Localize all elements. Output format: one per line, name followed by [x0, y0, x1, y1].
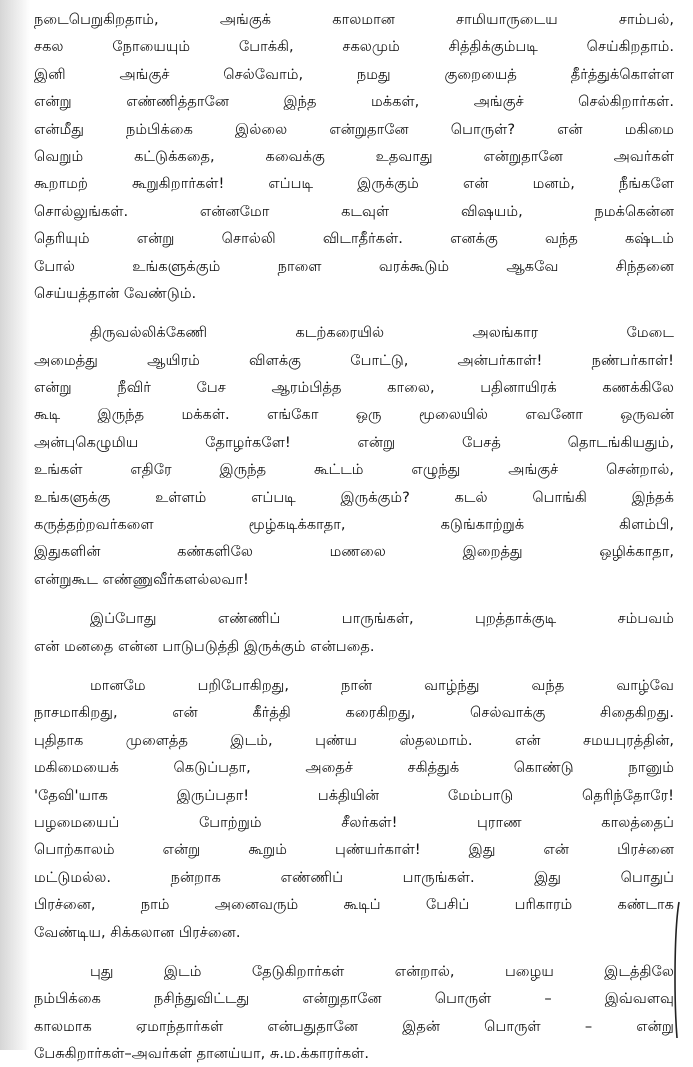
text-line: என்று நீவிர் பேச ஆரம்பித்த காலை, பதினாயிரக் கணக்கிலே	[34, 379, 674, 397]
paragraph	[34, 958, 674, 1067]
text-line: சொல்லுங்கள். என்னமோ கடவுள் விஷயம், நமக்கென்ன	[34, 202, 674, 220]
text-line: கருத்தற்றவர்களை மூழ்கடிக்காதா, கடுங்காற்றுக் கிளம்பி,	[34, 516, 674, 534]
text-line: கூடி இருந்த மக்கள். எங்கோ ஒரு மூலையில் எவனோ ஒருவன்	[34, 406, 674, 424]
text-line: வெறும் கட்டுக்கதை, கவைக்கு உதவாது என்றுதானே அவர்கள்	[34, 147, 674, 165]
paragraph	[34, 672, 674, 946]
text-line: மானமே பறிபோகிறது, நான் வாழ்ந்து வந்த வாழ்வே	[90, 676, 674, 694]
text-line: மகிமையைக் கெடுப்பதா, அதைச் சகித்துக் கொண்டு நானும்	[34, 759, 674, 777]
text-line: அன்புகெழுமிய தோழர்களே! என்று பேசத் தொடங்கியதும்,	[34, 433, 674, 451]
text-line: பொற்காலம் என்று கூறும் புண்யர்காள்! இது என் பிரச்னை	[34, 841, 674, 859]
paragraph	[34, 6, 674, 307]
text-line: காலமாக ஏமாந்தார்கள் என்பதுதானே இதன் பொருள் – என்று	[34, 1017, 674, 1035]
margin-pen-mark	[673, 900, 681, 1040]
text-line: தெரியும் என்று சொல்லி விடாதீர்கள். எனக்கு வந்த கஷ்டம்	[34, 230, 674, 248]
page-body	[34, 6, 674, 1067]
text-line: சகல நோயையும் போக்கி, சகலமும் சித்திக்கும்படி செய்கிறதாம்.	[34, 38, 674, 56]
text-line: புதிதாக முளைத்த இடம், புண்ய ஸ்தலமாம். என் சமயபுரத்தின்,	[34, 731, 674, 749]
text-line: என்மீது நம்பிக்கை இல்லை என்றுதானே பொருள்? என் மகிமை	[34, 120, 674, 138]
text-line: இதுகளின் கண்களிலே மணலை இறைத்து ஒழிக்காதா,	[34, 543, 674, 561]
text-line: செய்யத்தான் வேண்டும்.	[34, 284, 197, 302]
text-line: கூறாமற் கூறுகிறார்கள்! எப்படி இருக்கும் என் மனம், நீங்களே	[34, 175, 674, 193]
text-line: வேண்டிய, சிக்கலான பிரச்னை.	[34, 923, 241, 941]
text-line: உங்களுக்கு உள்ளம் எப்படி இருக்கும்? கடல் பொங்கி இந்தக்	[34, 488, 674, 506]
text-line: புது இடம் தேடுகிறார்கள் என்றால், பழைய இடத்திலே	[90, 962, 674, 980]
text-line: என்றுகூட எண்ணுவீர்களல்லவா!	[34, 570, 249, 588]
paragraph-gap	[34, 660, 674, 672]
text-line: நடைபெறுகிறதாம், அங்குக் காலமான சாமியாருடைய சாம்பல்,	[34, 11, 674, 28]
text-line: என்று எண்ணித்தானே இந்த மக்கள், அங்குச் செல்கிறார்கள்.	[34, 93, 674, 111]
text-line: அமைத்து ஆயிரம் விளக்கு போட்டு, அன்பர்காள்! நண்பர்காள்!	[34, 351, 674, 369]
paragraph	[34, 605, 674, 660]
paragraph-gap	[34, 307, 674, 319]
paragraph-gap	[34, 946, 674, 958]
text-line: 'தேவி'யாக இருப்பதா! பக்தியின் மேம்பாடு தெரிந்தோரே!	[34, 786, 674, 804]
text-line: பேசுகிறார்கள்–அவர்கள் தானய்யா, சு.ம.க்காரர்கள்.	[34, 1045, 369, 1063]
text-line: இனி அங்குச் செல்வோம், நமது குறையைத் தீர்த்துக்கொள்ள	[34, 65, 674, 83]
text-line: நாசமாகிறது, என் கீர்த்தி கரைகிறது, செல்வாக்கு சிதைகிறது.	[34, 704, 674, 722]
text-line: திருவல்லிக்கேணி கடற்கரையில் அலங்கார மேடை	[90, 324, 674, 342]
paragraph-gap	[34, 593, 674, 605]
text-line: என் மனதை என்ன பாடுபடுத்தி இருக்கும் என்பதை.	[34, 637, 375, 655]
text-line: நம்பிக்கை நசிந்துவிட்டது என்றுதானே பொருள் – இவ்வளவு	[34, 990, 674, 1008]
text-line: உங்கள் எதிரே இருந்த கூட்டம் எழுந்து அங்குச் சென்றால்,	[34, 461, 674, 479]
text-line: பிரச்னை, நாம் அனைவரும் கூடிப் பேசிப் பரிகாரம் கண்டாக	[34, 896, 674, 914]
paragraph	[34, 319, 674, 593]
text-line: போல் உங்களுக்கும் நாளை வரக்கூடும் ஆகவே சிந்தனை	[34, 257, 674, 275]
text-line: பழமையைப் போற்றும் சீலர்கள்! புராண காலத்தைப்	[34, 813, 674, 831]
book-spine-shadow	[0, 0, 30, 1050]
text-line: இப்போது எண்ணிப் பாருங்கள், புறத்தாக்குடி சம்பவம்	[90, 610, 674, 628]
text-line: மட்டுமல்ல. நன்றாக எண்ணிப் பாருங்கள். இது பொதுப்	[34, 868, 674, 886]
